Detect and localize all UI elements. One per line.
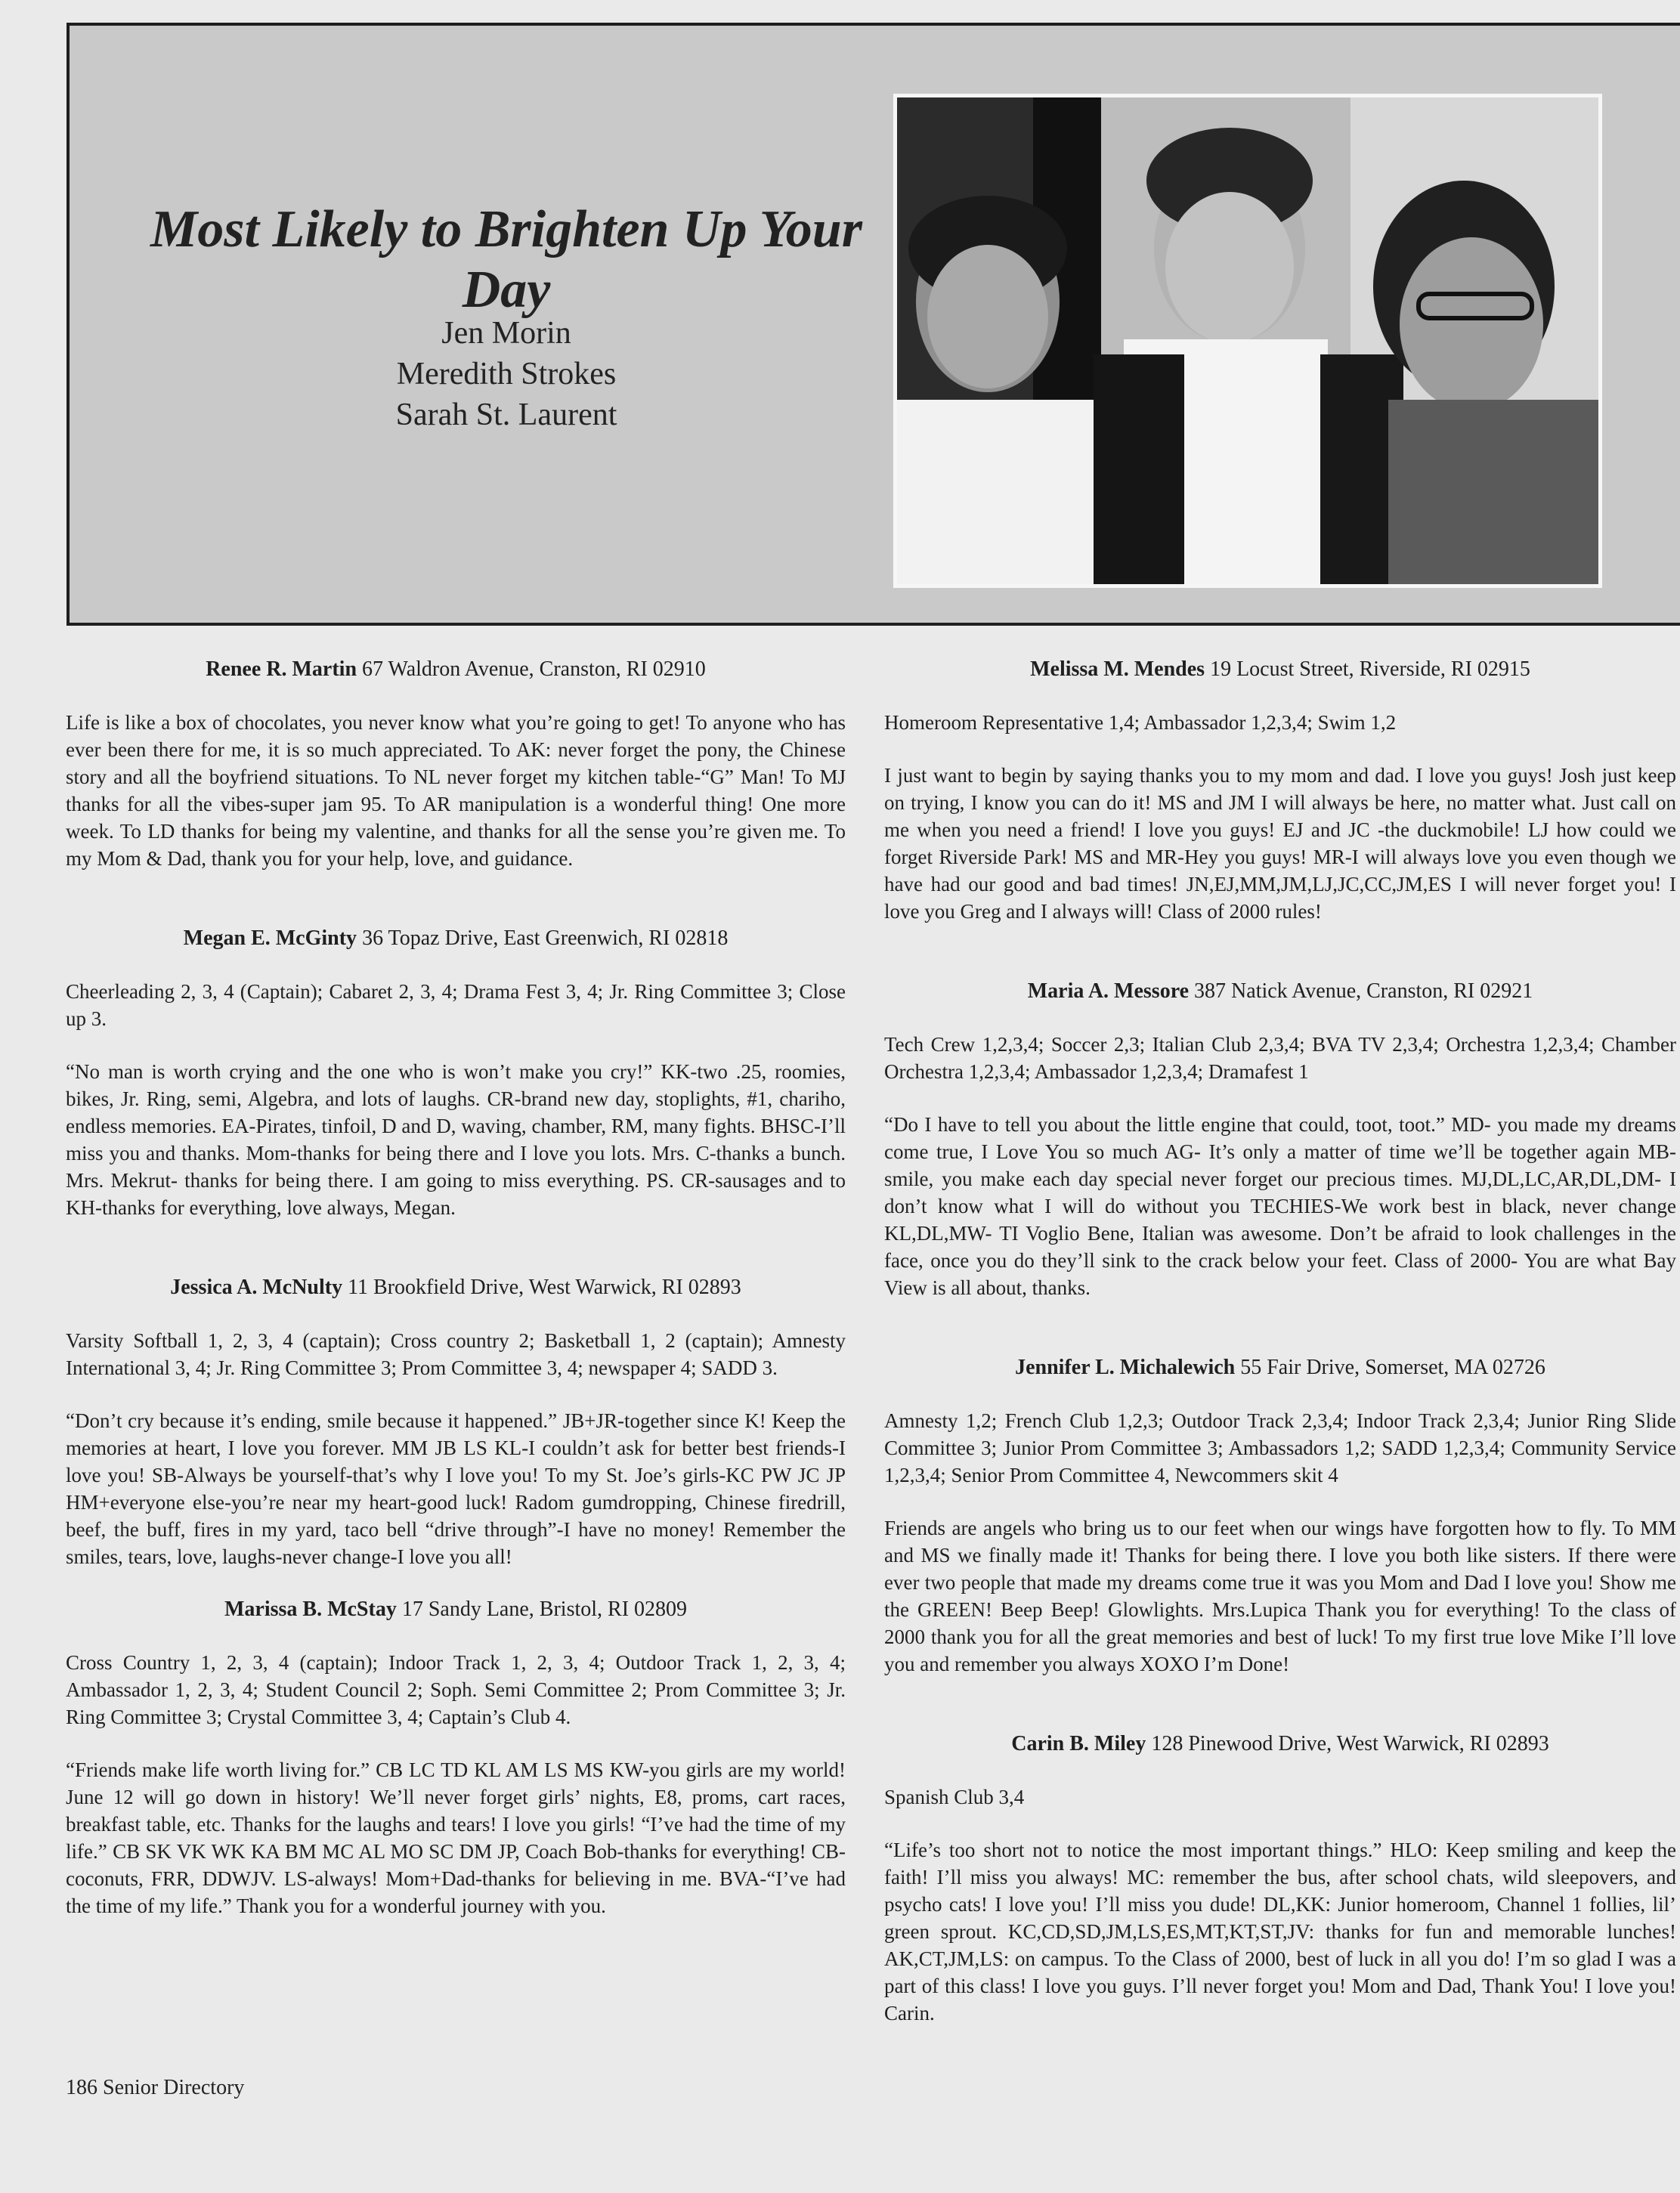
directory-entry	[66, 656, 846, 872]
student-address: 19 Locust Street, Riverside, RI 02915	[1210, 657, 1530, 681]
entry-paragraph: Amnesty 1,2; French Club 1,2,3; Outdoor Track 2,3,4; Indoor Track 2,3,4; Junior Ring Slide Committee 3; Junior Prom Committee 3; Ambassadors 1,2; SADD 1,2,3,4; Community Service 1,2,3,4; Senior Prom Committee 4, Newcommers skit 4	[884, 1409, 1676, 1486]
directory-entry	[884, 656, 1676, 925]
award-name: Jen Morin	[441, 316, 571, 351]
entry-paragraph: I just want to begin by saying thanks you to my mom and dad. I love you guys! Josh just keep on trying, I know you can do it! MS and JM I will always be here, no matter what. Just call on me when you need a friend! I love you guys! EJ and JC -the duckmobile! LJ how could we forget Riverside Park! MS and MR-Hey you guys! MR-I will always love you even though we have had our good and bad times! JN,EJ,MM,JM,LJ,JC,CC,JM,ES I will never forget you! I love you Greg and I always will! Class of 2000 rules!	[884, 764, 1676, 923]
left-column	[66, 656, 846, 1945]
entry-paragraph: “Friends make life worth living for.” CB LC TD KL AM LS MS KW-you girls are my world! June 12 will go down in history! We’ll never forget girls’ nights, E8, proms, cart races, breakfast table, etc. Thanks for the laughs and tears! I love you girls! “I’ve had the time of my life.” CB SK VK WK KA BM MC AL MO SC DM JP, Coach Bob-thanks for everything! CB-coconuts, FRR, DDWJV. LS-always! Mom+Dad-thanks for believing in me. BVA-“I’ve had the time of my life.” Thank you for a wonderful journey with you.	[66, 1758, 846, 1917]
entry-heading	[66, 656, 846, 683]
directory-entry	[66, 925, 846, 1221]
student-address: 387 Natick Avenue, Cranston, RI 02921	[1194, 979, 1533, 1003]
student-name: Renee R. Martin	[206, 657, 357, 681]
page-footer: 186 Senior Directory	[66, 2076, 245, 2099]
entry-paragraph: Friends are angels who bring us to our feet when our wings have forgotten how to fly. To MM and MS we finally made it! Thanks for being there. I love you both like sisters. If there were ever two people that made my dreams come true it was you Mom and Dad I love you! Show me the GREEN! Beep Beep! Glowlights. Mrs.Lupica Thank you for everything! To the class of 2000 thank you for all the great memories and best of luck! To my first true love Mike I’ll love you and remember you always XOXO I’m Done!	[884, 1517, 1676, 1675]
entry-paragraph: Spanish Club 3,4	[884, 1786, 1025, 1808]
student-address: 67 Waldron Avenue, Cranston, RI 02910	[362, 657, 706, 681]
entry-paragraph: “Do I have to tell you about the little engine that could, toot, toot.” MD- you made my dreams come true, I Love You so much AG- It’s only a matter of time we’ll be together again MB- smile, you make each day special never forget our precious times. MJ,DL,LC,AR,DL,DM- I don’t know what I will do without you TECHIES-We work best in black, never change KL,DL,MW- TI Voglio Bene, Italian was awesome. Don’t be afraid to look challenges in the face, once you do they’ll sink to the crack below your feet. Class of 2000- You are what Bay View is all about, thanks.	[884, 1113, 1676, 1299]
award-title: Most Likely to Brighten Up Your Day	[150, 200, 862, 319]
group-photo	[893, 94, 1602, 588]
entry-heading	[66, 925, 846, 952]
entry-paragraph: Cheerleading 2, 3, 4 (Captain); Cabaret 2, 3, 4; Drama Fest 3, 4; Jr. Ring Committee 3; Close up 3.	[66, 980, 846, 1030]
entry-heading	[884, 978, 1676, 1005]
award-name: Meredith Strokes	[396, 357, 617, 391]
entry-heading	[884, 1731, 1676, 1758]
student-name: Melissa M. Mendes	[1030, 657, 1205, 681]
entry-heading	[884, 656, 1676, 683]
entry-paragraph: Cross Country 1, 2, 3, 4 (captain); Indoor Track 1, 2, 3, 4; Outdoor Track 1, 2, 3, 4; Ambassador 1, 2, 3, 4; Student Council 2; Soph. Semi Committee 2; Prom Committee 3; Jr. Ring Committee 3; Crystal Committee 3, 4; Captain’s Club 4.	[66, 1651, 846, 1728]
entry-paragraph: Life is like a box of chocolates, you never know what you’re going to get! To anyone who has ever been there for me, it is so much appreciated. To AK: never forget the pony, the Chinese story and all the boyfriend situations. To NL never forget my kitchen table-“G” Man! To MJ thanks for all the vibes-super jam 95. To AR manipulation is a wonderful thing! One more week. To LD thanks for being my valentine, and thanks for all the sense you’re given me. To my Mom & Dad, thank you for your help, love, and guidance.	[66, 711, 846, 870]
award-names	[106, 313, 907, 435]
directory-entry	[66, 1596, 846, 1919]
student-name: Jennifer L. Michalewich	[1015, 1356, 1236, 1379]
directory-entry	[884, 1731, 1676, 2027]
entry-paragraph: “No man is worth crying and the one who is won’t make you cry!” KK-two .25, roomies, bikes, Jr. Ring, semi, Algebra, and lots of laughs. CR-brand new day, stoplights, #1, chariho, endless memories. EA-Pirates, tinfoil, D and D, waving, chamber, RM, many fights. BHSC-I’ll miss you and thanks. Mom-thanks for being there and I love you lots. Mrs. C-thanks a bunch. Mrs. Mekrut- thanks for being there. I am going to miss everything. PS. CR-sausages and to KH-thanks for everything, love always, Megan.	[66, 1060, 846, 1219]
student-address: 17 Sandy Lane, Bristol, RI 02809	[401, 1598, 688, 1621]
student-name: Marissa B. McStay	[224, 1598, 397, 1621]
entry-paragraph: “Don’t cry because it’s ending, smile because it happened.” JB+JR-together since K! Keep the memories at heart, I love you forever. MM JB LS KL-I couldn’t ask for better best friends-I love you! SB-Always be yourself-that’s why I love you! To my St. Joe’s girls-KC PW JC JP HM+everyone else-you’re near my heart-good luck! Radom gumdropping, Chinese firedrill, beef, the buff, fires in my yard, taco bell “drive through”-I have no money! Remember the smiles, tears, love, laughs-never change-I love you all!	[66, 1409, 846, 1568]
award-name: Sarah St. Laurent	[395, 397, 617, 432]
directory-entry	[66, 1274, 846, 1570]
directory-entry	[884, 978, 1676, 1301]
student-address: 128 Pinewood Drive, West Warwick, RI 02893	[1151, 1732, 1549, 1755]
entry-paragraph: Varsity Softball 1, 2, 3, 4 (captain); Cross country 2; Basketball 1, 2 (captain); Amnesty International 3, 4; Jr. Ring Committee 3; Prom Committee 3, 4; newspaper 4; SADD 3.	[66, 1329, 846, 1379]
student-name: Jessica A. McNulty	[170, 1276, 343, 1299]
entry-heading	[884, 1354, 1676, 1381]
entry-paragraph: Homeroom Representative 1,4; Ambassador 1,2,3,4; Swim 1,2	[884, 711, 1397, 734]
student-address: 11 Brookfield Drive, West Warwick, RI 02893	[348, 1276, 741, 1299]
right-column	[884, 656, 1676, 2052]
student-name: Megan E. McGinty	[183, 926, 357, 950]
student-name: Maria A. Messore	[1027, 979, 1190, 1003]
student-address: 55 Fair Drive, Somerset, MA 02726	[1240, 1356, 1545, 1379]
award-banner	[67, 23, 1680, 626]
directory-entry	[884, 1354, 1676, 1678]
entry-heading	[66, 1274, 846, 1301]
student-address: 36 Topaz Drive, East Greenwich, RI 02818	[362, 926, 729, 950]
entry-paragraph: “Life’s too short not to notice the most important things.” HLO: Keep smiling and keep the faith! I’ll miss you always! MC: remember the bus, after school chats, wild sleepovers, and psycho cats! I love you! I’ll miss you dude! DL,KK: Junior homeroom, Channel 1 follies, lil’ green sprout. KC,CD,SD,JM,LS,ES,MT,KT,ST,JV: thanks for fun and memorable lunches! AK,CT,JM,LS: on campus. To the Class of 2000, best of luck in all you do! I’m so glad I was a part of this class! I love you guys. I’ll never forget you! Mom and Dad, Thank You! I love you! Carin.	[884, 1839, 1676, 2024]
entry-paragraph: Tech Crew 1,2,3,4; Soccer 2,3; Italian Club 2,3,4; BVA TV 2,3,4; Orchestra 1,2,3,4; Chamber Orchestra 1,2,3,4; Ambassador 1,2,3,4; Dramafest 1	[884, 1033, 1676, 1083]
student-name: Carin B. Miley	[1011, 1732, 1146, 1755]
entry-heading	[66, 1596, 846, 1623]
